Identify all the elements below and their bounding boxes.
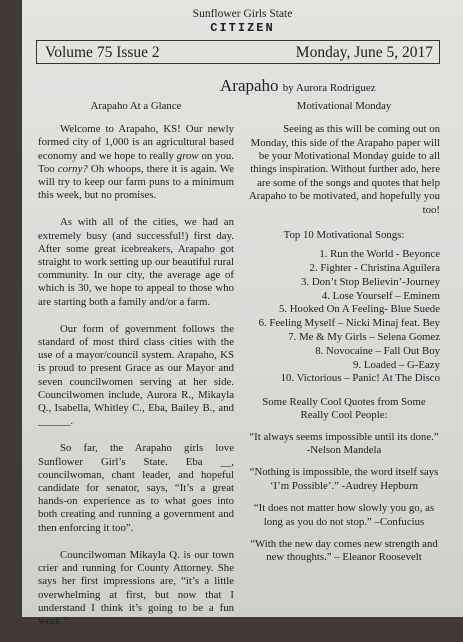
article-headline (220, 76, 376, 96)
masthead-org: Sunflower Girls State (192, 8, 293, 20)
quote-item: “With the new day comes new strength and new thoughts.” – Eleanor Roosevelt (250, 538, 438, 564)
song-item: 2. Fighter - Christina Aguilera (309, 262, 440, 275)
song-item: 1. Run the World - Beyonce (319, 248, 440, 261)
issue-banner (36, 40, 440, 64)
newspaper-page (22, 0, 463, 627)
right-column (248, 100, 440, 574)
welcome-grow: grow (176, 149, 199, 162)
song-item: 8. Novocaine – Fall Out Boy (315, 344, 440, 357)
songs-title: Top 10 Motivational Songs: (283, 229, 405, 242)
welcome-text-a: Welcome to Arapaho, KS! Our newly formed city of 1,000 is an agricultural based economy and we hope to really (38, 123, 234, 162)
quote-item: “Nothing is impossible, the word itself says ‘I’m Possible’.” -Audrey Hepburn (249, 466, 439, 492)
quote-item: “It does not matter how slowly you go, as long as you do not stop.” –Confucius (253, 502, 435, 528)
song-item: 4. Lose Yourself – Eminem (321, 289, 440, 302)
paragraph-government: Our form of government follows the standard of most third class cities with the use of a mayor/council system. Arapaho, KS is proud to present Grace as our Mayor and seven councilwomen serving at her side. Councilwomen include, Aurora R., Mikayla Q., Isabella, Whitley C., Eba, Bailey B., and ______. (38, 322, 234, 428)
headline-title: Arapaho (220, 76, 279, 95)
motivational-intro: Seeing as this will be coming out on Monday, this side of the Arapaho paper will be your Motivational Monday guide to all things inspiration. Without further ado, here are some of the songs and quotes that help Arapaho to be motivated, and hopefully you too! (249, 123, 440, 216)
welcome-text-c: Oh whoops, there it is again. We will try to keep our farm puns to a minimum this week, but no promises. (38, 162, 234, 202)
left-column (38, 100, 234, 642)
paragraph-eba-quote: So far, the Arapaho girls love Sunflower Girl’s State. Eba __, councilwoman, chant leader, and hopeful candidate for senator, says, “It’s a great hands-on experience as to what goes into both creating and running a government and then enforcing it too”. (38, 442, 234, 534)
issue-date: Monday, June 5, 2017 (295, 44, 433, 61)
paragraph-first-day: As with all of the cities, we had an extremely busy (and successful!) first day. After some great icebreakers, Arapaho got straight to work setting up our beautiful rural community. In our city, the average age of which is 30, we hope to appeal to those who are starting both a family and/or a farm. (38, 216, 234, 308)
paragraph-mikayla-quote: Councilwoman Mikayla Q. is our town crier and running for County Attorney. She says her first impressions are, “it’s a little overwhelming at first, but now that I understand I think it’s going to be a fun week.” (38, 548, 234, 627)
song-item: 7. Me & My Girls – Selena Gomez (288, 331, 440, 344)
left-heading: Arapaho At a Glance (90, 100, 182, 112)
songs-list (248, 248, 440, 386)
welcome-text-b: on you. Too (38, 149, 234, 175)
paragraph-welcome (38, 123, 234, 202)
masthead-title: CITIZEN (210, 21, 275, 35)
song-item: 10. Victorious – Panic! At The Disco (280, 372, 440, 385)
song-item: 5. Hooked On A Feeling- Blue Suede (278, 303, 440, 316)
song-item: 3. Don’t Stop Believin’-Journey (301, 275, 440, 288)
headline-byline: by Aurora Rodriguez (282, 82, 376, 94)
quotes-title: Some Really Cool Quotes from Some Really Cool People: (262, 396, 426, 422)
right-heading: Motivational Monday (296, 100, 392, 112)
quote-item: “It always seems impossible until its done.” -Nelson Mandela (249, 430, 439, 457)
welcome-corny: corny? (57, 162, 88, 175)
song-item: 9. Loaded – G-Eazy (353, 358, 440, 371)
issue-volume: Volume 75 Issue 2 (45, 44, 160, 61)
song-item: 6. Feeling Myself – Nicki Minaj feat. Bey (258, 317, 440, 330)
